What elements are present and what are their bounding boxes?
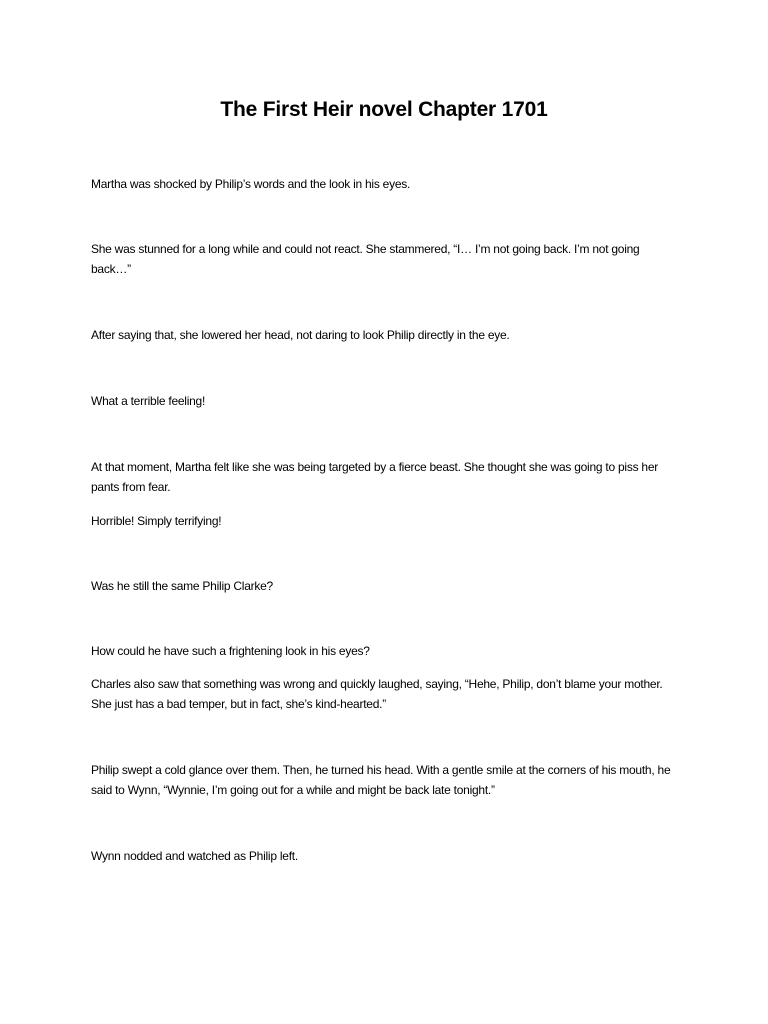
paragraph: Was he still the same Philip Clarke? <box>91 579 273 593</box>
paragraph: What a terrible feeling! <box>91 394 206 408</box>
paragraph: Charles also saw that something was wrong and quickly laughed, saying, “Hehe, Philip, don’t blame your mother. She just has a bad temper, but in fact, she’s kind-hearted.” <box>91 677 663 711</box>
paragraph: Wynn nodded and watched as Philip left. <box>91 849 298 863</box>
paragraph: Horrible! Simply terrifying! <box>91 514 222 528</box>
paragraph: How could he have such a frightening look in his eyes? <box>91 644 370 658</box>
paragraph: Martha was shocked by Philip’s words and the look in his eyes. <box>91 177 411 191</box>
paragraph: Philip swept a cold glance over them. Then, he turned his head. With a gentle smile at the corners of his mouth, he said to Wynn, “Wynnie, I’m going out for a while and might be back late tonight.” <box>91 763 671 797</box>
page-title: The First Heir novel Chapter 1701 <box>220 98 548 121</box>
paragraph: After saying that, she lowered her head, not daring to look Philip directly in the eye. <box>91 328 510 342</box>
paragraph: She was stunned for a long while and could not react. She stammered, “I… I’m not going back. I’m not going back…” <box>91 242 640 276</box>
paragraph: At that moment, Martha felt like she was being targeted by a fierce beast. She thought she was going to piss her pants from fear. <box>91 460 659 494</box>
